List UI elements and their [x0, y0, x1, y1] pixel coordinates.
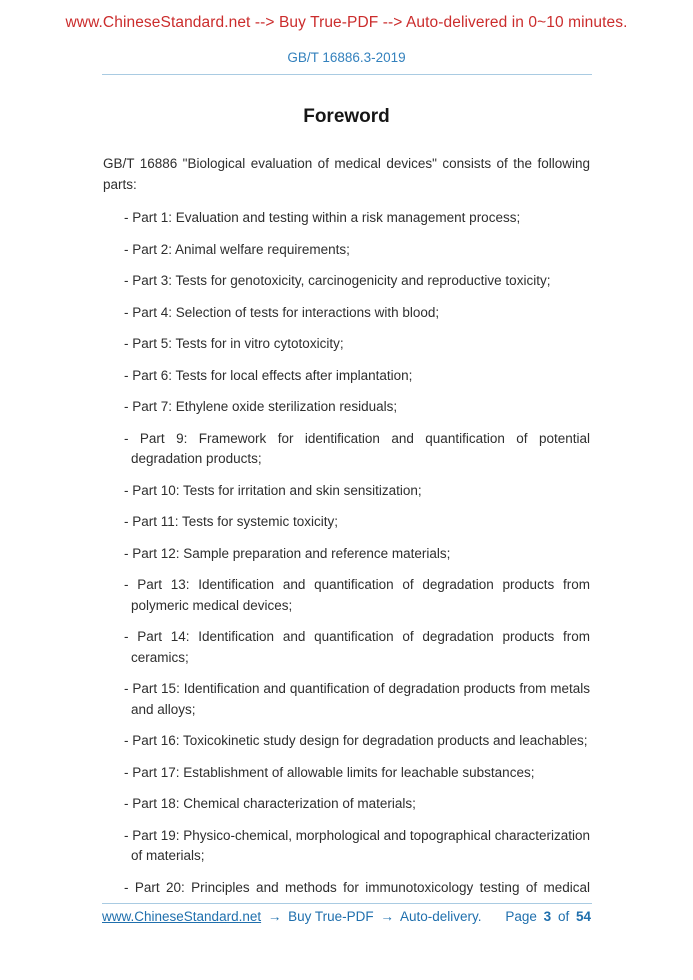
list-item: - Part 5: Tests for in vitro cytotoxicity; [124, 336, 344, 351]
list-item: - Part 19: Physico-chemical, morphological and topographical characterization of materials; [124, 827, 590, 863]
standard-code: GB/T 16886.3-2019 [287, 50, 406, 65]
list-item: - Part 13: Identification and quantification of degradation products from polymeric medical devices; [124, 577, 590, 613]
footer-links [102, 909, 481, 924]
parts-list [0, 208, 693, 898]
list-item: - Part 17: Establishment of allowable limits for leachable substances; [124, 764, 535, 780]
footer-divider [102, 903, 592, 904]
footer-buy-text: Buy True-PDF [288, 909, 374, 924]
list-item: - Part 20: Principles and methods for immunotoxicology testing of medical [124, 879, 590, 895]
page-indicator [505, 909, 591, 924]
list-item: - Part 16: Toxicokinetic study design for degradation products and leachables; [124, 733, 588, 748]
of-label: of [557, 909, 570, 924]
header-banner: www.ChineseStandard.net --> Buy True-PDF --> Auto-delivered in 0~10 minutes. [65, 14, 628, 31]
page-title: Foreword [303, 106, 390, 127]
page-footer [0, 903, 693, 924]
list-item: - Part 1: Evaluation and testing within a risk management process; [124, 210, 521, 225]
list-item: - Part 10: Tests for irritation and skin sensitization; [124, 482, 422, 498]
list-item: - Part 4: Selection of tests for interactions with blood; [124, 304, 440, 320]
list-item: - Part 3: Tests for genotoxicity, carcinogenicity and reproductive toxicity; [124, 273, 551, 288]
intro-paragraph: GB/T 16886 "Biological evaluation of medical devices" consists of the following parts: [103, 156, 590, 192]
page-number: 3 [543, 909, 552, 924]
list-item: - Part 11: Tests for systemic toxicity; [124, 514, 339, 529]
right-arrow-icon: → [380, 909, 394, 924]
total-pages: 54 [575, 909, 591, 924]
footer-site-link[interactable]: www.ChineseStandard.net [102, 909, 262, 924]
header-divider [102, 74, 592, 75]
list-item: - Part 12: Sample preparation and reference materials; [124, 545, 451, 561]
list-item: - Part 6: Tests for local effects after implantation; [124, 367, 413, 383]
right-arrow-icon: → [267, 909, 282, 924]
list-item: - Part 2: Animal welfare requirements; [124, 241, 350, 257]
list-item: - Part 15: Identification and quantification of degradation products from metals and alloys; [124, 681, 590, 717]
page-label: Page [505, 909, 537, 924]
footer-delivery-text: Auto-delivery. [399, 909, 482, 924]
list-item: - Part 14: Identification and quantification of degradation products from ceramics; [124, 629, 590, 665]
list-item: - Part 9: Framework for identification and quantification of potential degradation products; [124, 430, 590, 466]
list-item: - Part 7: Ethylene oxide sterilization residuals; [124, 399, 398, 414]
list-item: - Part 18: Chemical characterization of materials; [124, 796, 416, 811]
